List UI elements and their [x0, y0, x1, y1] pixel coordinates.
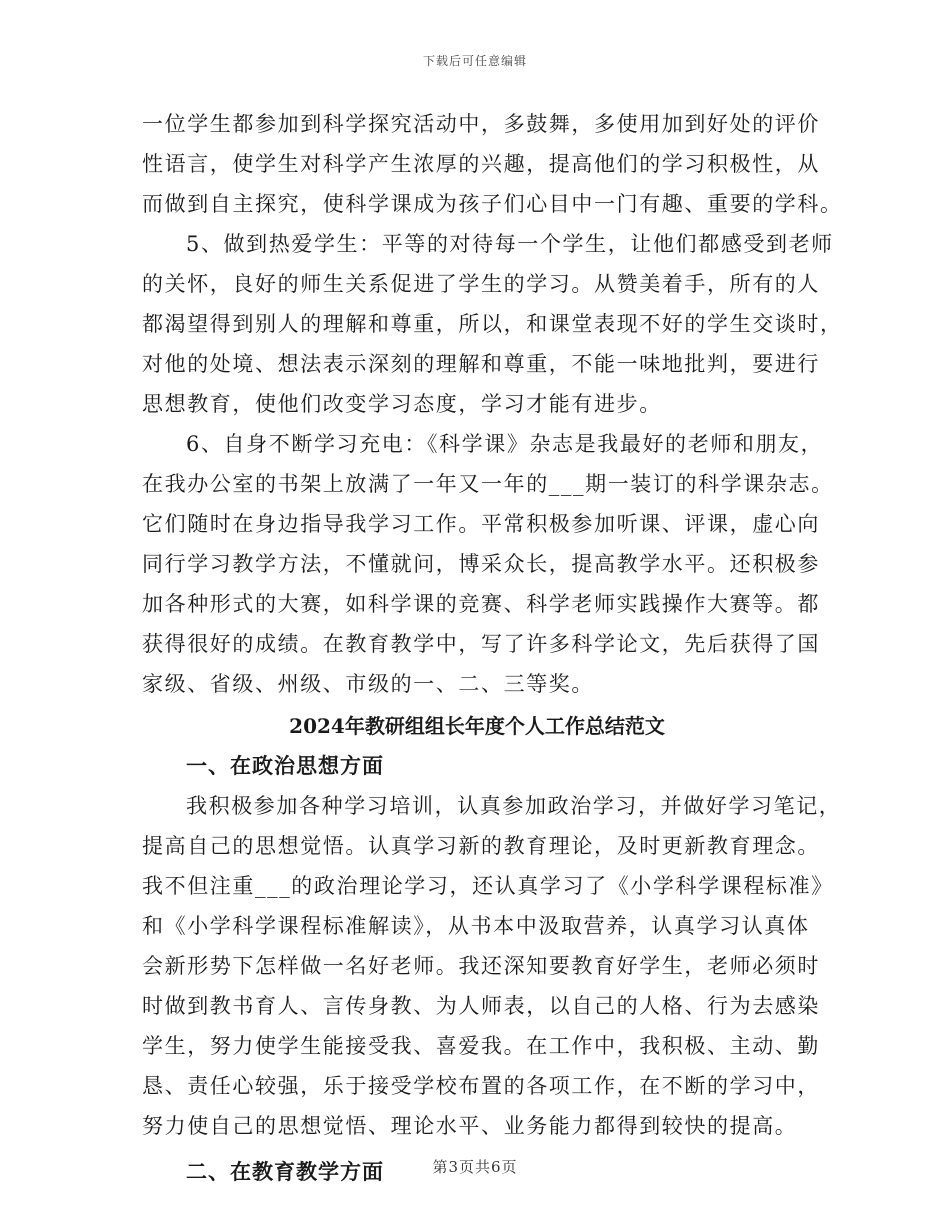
text-line: 恳、责任心较强，乐于接受学校布置的各项工作，在不断的学习中， — [142, 1074, 820, 1098]
page-footer: 第3页共6页 — [432, 1158, 518, 1176]
text-line: 对他的处境、想法表示深刻的理解和尊重，不能一味地批判，要进行 — [142, 352, 820, 376]
text-line: 而做到自主探究，使科学课成为孩子们心目中一门有趣、重要的学科。 — [142, 192, 843, 216]
section-heading-2: 二、在教育教学方面 — [186, 1159, 384, 1184]
text-line: 学生，努力使学生能接受我、喜爱我。在工作中，我积极、主动、勤 — [142, 1034, 820, 1058]
text-line: 努力使自己的思想觉悟、理论水平、业务能力都得到较快的提高。 — [142, 1114, 798, 1138]
text-line: 5、做到热爱学生：平等的对待每一个学生，让他们都感受到老师 — [186, 232, 834, 256]
text-line: 一位学生都参加到科学探究活动中，多鼓舞，多使用加到好处的评价 — [142, 112, 820, 136]
text-line: 的关怀，良好的师生关系促进了学生的学习。从赞美着手，所有的人 — [142, 272, 820, 296]
section-heading-1: 一、在政治思想方面 — [186, 753, 384, 778]
text-line: 和《小学科学课程标准解读》，从书本中汲取营养，认真学习认真体 — [142, 914, 810, 938]
text-line: 在我办公室的书架上放满了一年又一年的___期一装订的科学课杂志。 — [142, 472, 834, 496]
paragraph-3 — [142, 424, 834, 704]
text-line: 家级、省级、州级、市级的一、二、三等奖。 — [142, 672, 594, 696]
text-line: 提高自己的思想觉悟。认真学习新的教育理论，及时更新教育理念。 — [142, 834, 820, 858]
text-line: 会新形势下怎样做一名好老师。我还深知要教育好学生，老师必须时 — [142, 954, 820, 978]
document-title: 2024年教研组组长年度个人工作总结范文 — [289, 714, 665, 738]
text-line: 6、自身不断学习充电：《科学课》杂志是我最好的老师和朋友， — [186, 432, 824, 456]
text-line: 同行学习教学方法，不懂就问，博采众长，提高教学水平。还积极参 — [142, 552, 820, 576]
text-line: 我不但注重___的政治理论学习，还认真学习了《小学科学课程标准》 — [142, 874, 834, 898]
document-body — [142, 104, 843, 1192]
page-header: 下载后可任意编辑 — [422, 54, 527, 68]
text-line: 性语言，使学生对科学产生浓厚的兴趣，提高他们的学习积极性，从 — [142, 152, 820, 176]
text-line: 加各种形式的大赛，如科学课的竞赛、科学老师实践操作大赛等。都 — [142, 592, 820, 616]
paragraph-4 — [142, 786, 842, 1146]
text-line: 它们随时在身边指导我学习工作。平常积极参加听课、评课，虚心向 — [142, 512, 820, 536]
text-line: 我积极参加各种学习培训，认真参加政治学习，并做好学习笔记， — [186, 794, 842, 818]
text-line: 获得很好的成绩。在教育教学中，写了许多科学论文，先后获得了国 — [142, 632, 820, 656]
paragraph-2 — [142, 224, 843, 424]
text-line: 时做到教书育人、言传身教、为人师表，以自己的人格、行为去感染 — [142, 994, 820, 1018]
paragraph-1 — [142, 104, 843, 224]
text-line: 都渴望得到别人的理解和尊重，所以，和课堂表现不好的学生交谈时， — [142, 312, 843, 336]
text-line: 思想教育，使他们改变学习态度，学习才能有进步。 — [142, 392, 662, 416]
